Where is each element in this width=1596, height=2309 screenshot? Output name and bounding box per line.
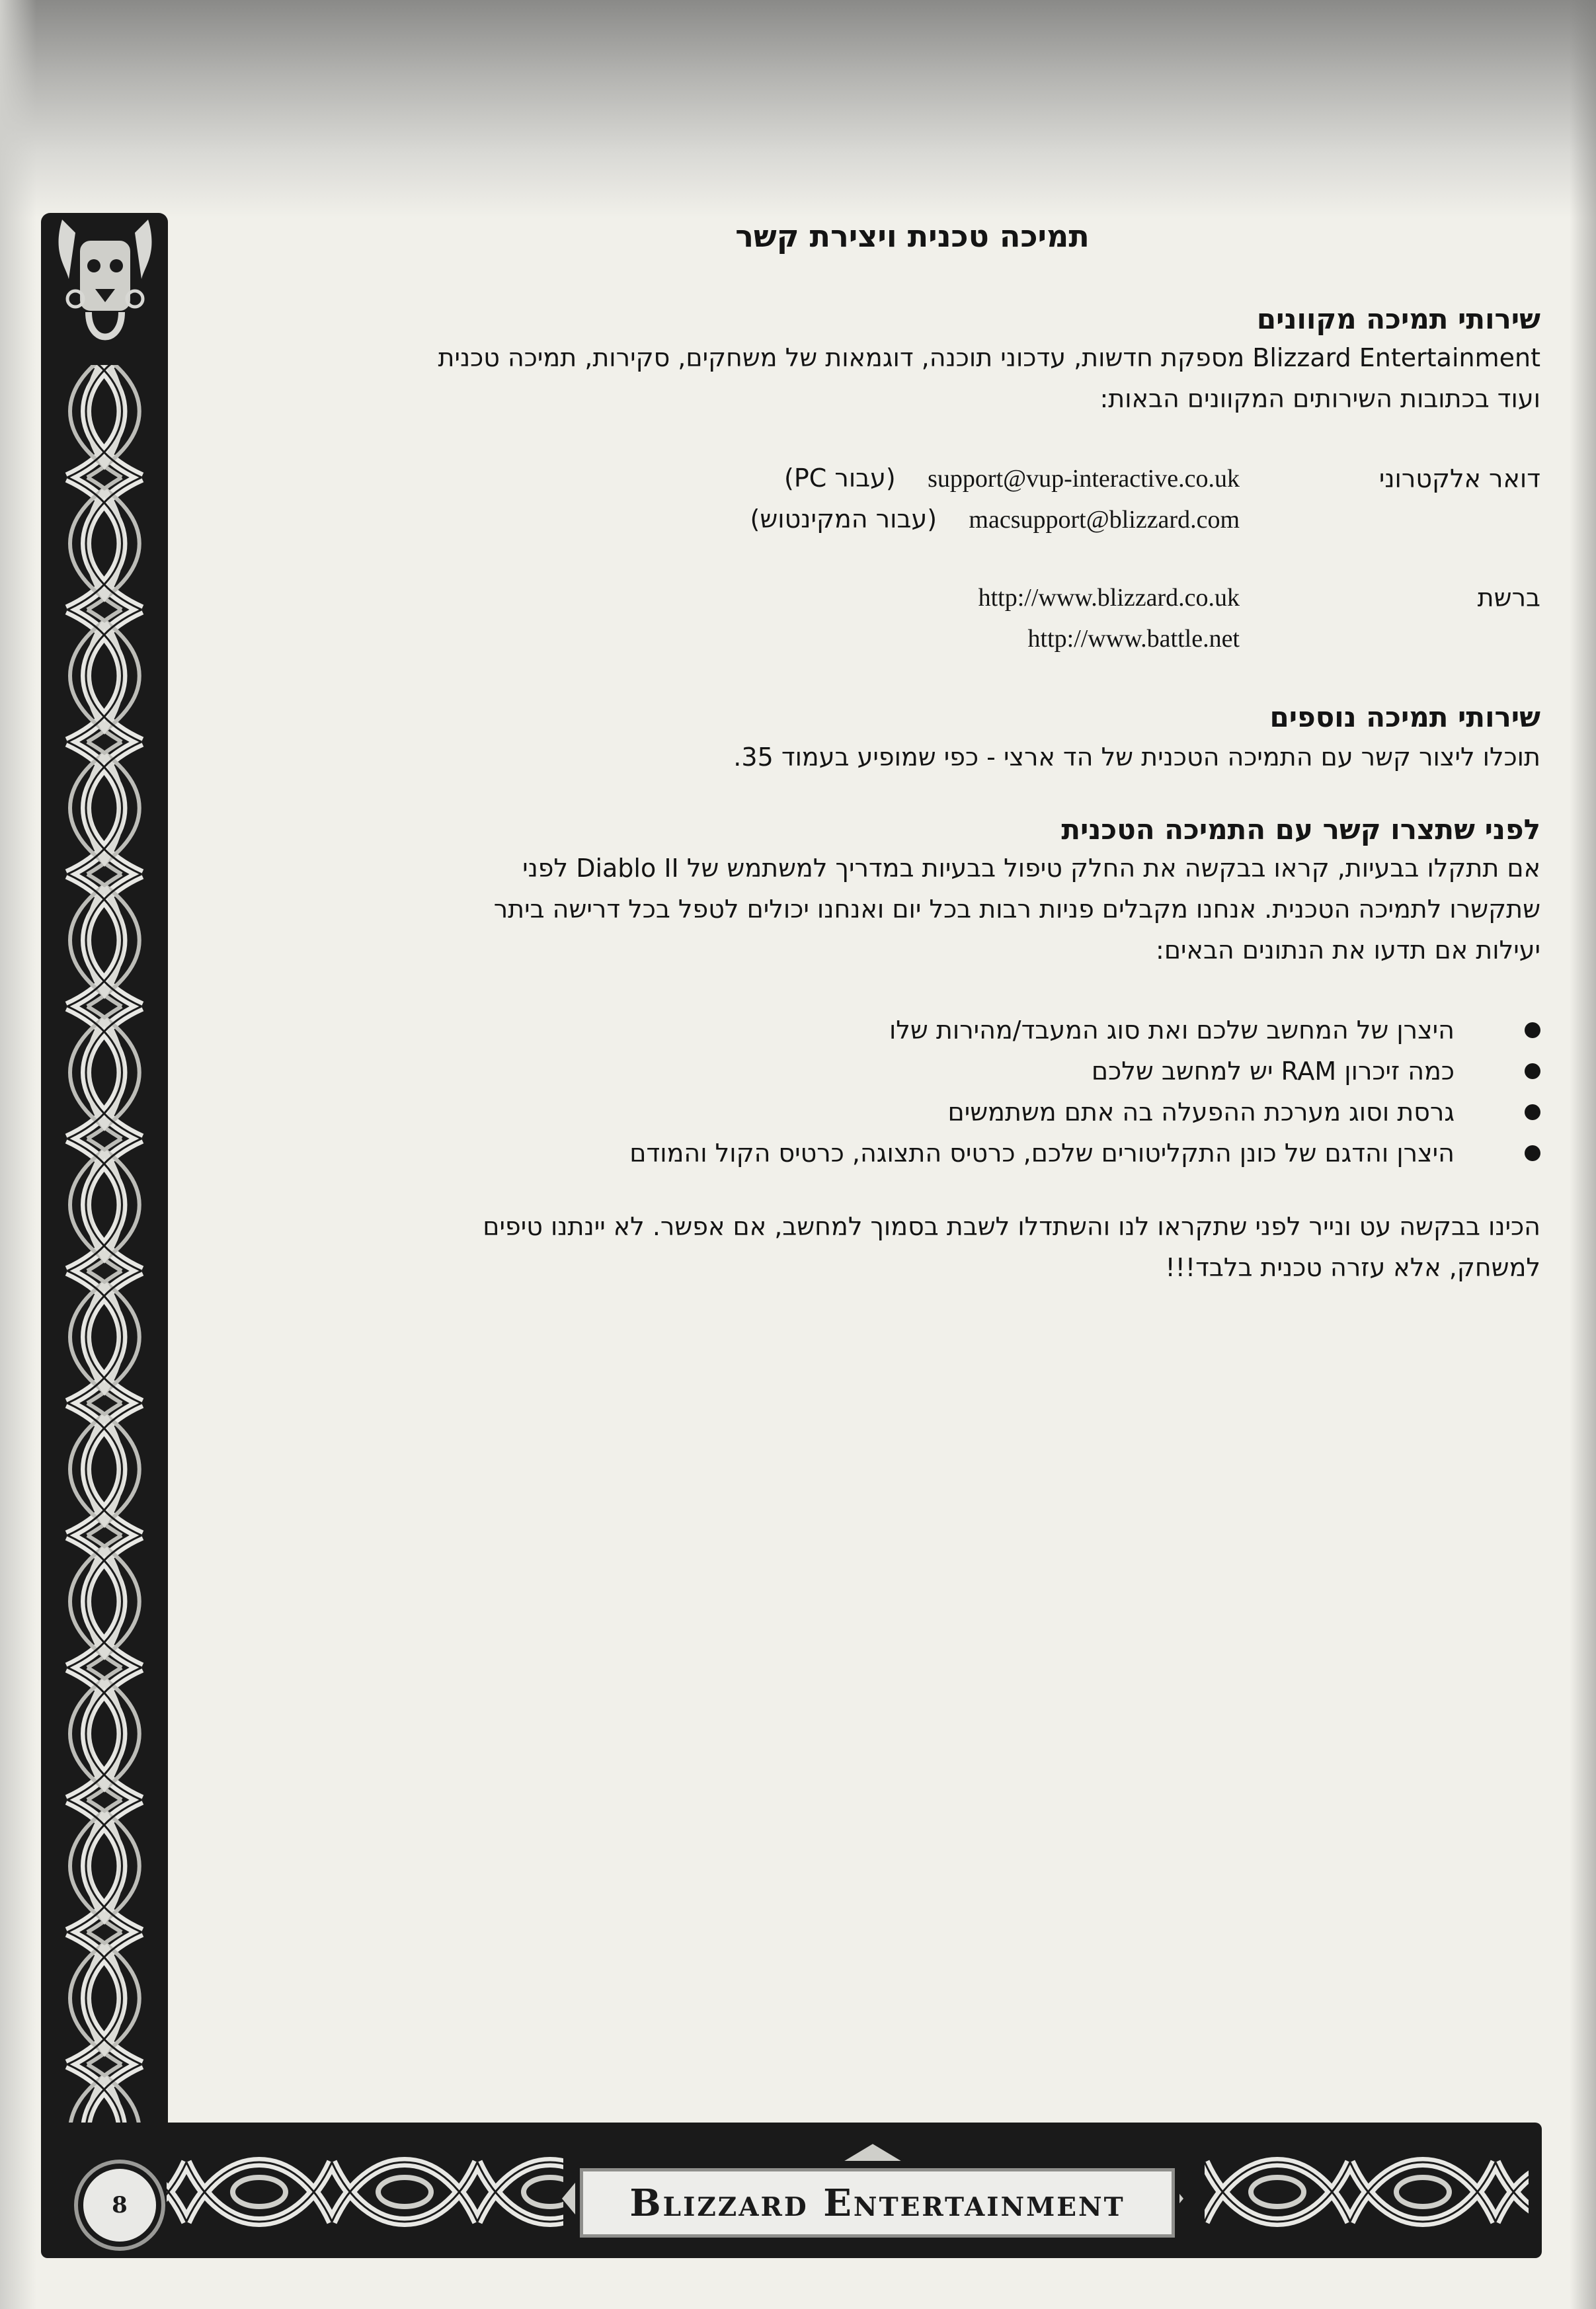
list-item: גרסת וסוג מערכת ההפעלה בה אתם משתמשים [284, 1094, 1540, 1135]
online-support-line-1: Blizzard Entertainment מספקת חדשות, עדכוני תוכנה, דוגמאות של משחקים, סקירות, תמיכה טכנית [438, 343, 1540, 372]
web-url-battlenet[interactable]: http://www.battle.net [1027, 625, 1240, 653]
additional-support-heading: שירותי תמיכה נוספים [1269, 701, 1540, 733]
brand-logo-text: Blizzard Entertainment [629, 2181, 1125, 2225]
web-link-1 [978, 577, 1240, 618]
closing-line-2: למשחק, אלא עזרה טכנית בלבד!!! [1165, 1253, 1540, 1282]
web-url-blizzard[interactable]: http://www.blizzard.co.uk [978, 584, 1240, 612]
bullet-icon [1525, 1145, 1540, 1161]
web-link-2 [1028, 618, 1240, 659]
email-mac-address[interactable]: macsupport@blizzard.com [969, 506, 1240, 534]
requirements-list [284, 1012, 1540, 1176]
email-mac-note: (עבור המקינטוש) [750, 505, 938, 534]
online-support-heading: שירותי תמיכה מקוונים [1256, 303, 1540, 335]
bullet-icon [1525, 1104, 1540, 1120]
scan-shadow-top [0, 0, 1596, 218]
online-support-line-2: ועוד בכתובות השירותים המקוונים הבאות: [1099, 384, 1540, 413]
before-contact-heading: לפני שתצרו קשר עם התמיכה הטכנית [1061, 813, 1540, 846]
celtic-border-left [41, 213, 168, 2169]
brand-plaque-frame [575, 2164, 1179, 2242]
bullet-icon [1525, 1063, 1540, 1079]
scan-shadow-left [0, 0, 36, 2309]
email-label: דואר אלקטרוני [1378, 464, 1540, 493]
web-label: ברשת [1477, 583, 1540, 612]
page-title: תמיכה טכנית ויצירת קשר [735, 218, 1090, 254]
gargoyle-head-ornament [49, 213, 161, 365]
email-pc-note: (עבור PC) [784, 464, 896, 493]
closing-line-1: הכינו בבקשה עט ונייר לפני שתקראו לנו והשתדלו לשבת בסמוך למחשב, אם אפשר. לא יינתנו טיפים [483, 1212, 1540, 1241]
list-item: היצרן והדגם של כונן התקליטורים שלכם, כרטיס התצוגה, כרטיס הקול והמודם [284, 1135, 1540, 1176]
email-pc-row [784, 458, 1240, 499]
scan-shadow-right [1570, 0, 1596, 2309]
bullet-icon [1525, 1022, 1540, 1038]
brand-plaque [562, 2142, 1183, 2251]
additional-support-line-1: תוכלו ליצור קשר עם התמיכה הטכנית של הד ארצי - כפי שמופיע בעמוד 35. [733, 743, 1540, 772]
page-number: 8 [112, 2192, 128, 2218]
before-contact-line-1: אם תתקלו בבעיות, קראו בבקשה את החלק טיפול בבעיות במדריך למשתמש של Diablo II לפני [522, 854, 1540, 883]
page-number-badge [78, 2164, 161, 2247]
before-contact-line-3: יעילות אם תדעו את הנתונים הבאים: [1156, 936, 1540, 965]
list-item: היצרן של המחשב שלכם ואת סוג המעבד/מהירות שלו [284, 1012, 1540, 1053]
list-item: כמה זיכרון RAM יש למחשב שלכם [284, 1053, 1540, 1094]
before-contact-line-2: שתקשרו לתמיכה הטכנית. אנחנו מקבלים פניות רבות בכל יום ואנחנו יכולים לטפל בכל דרישה ביתר [493, 895, 1540, 924]
email-pc-address[interactable]: support@vup-interactive.co.uk [928, 465, 1240, 493]
email-mac-row [750, 499, 1240, 540]
